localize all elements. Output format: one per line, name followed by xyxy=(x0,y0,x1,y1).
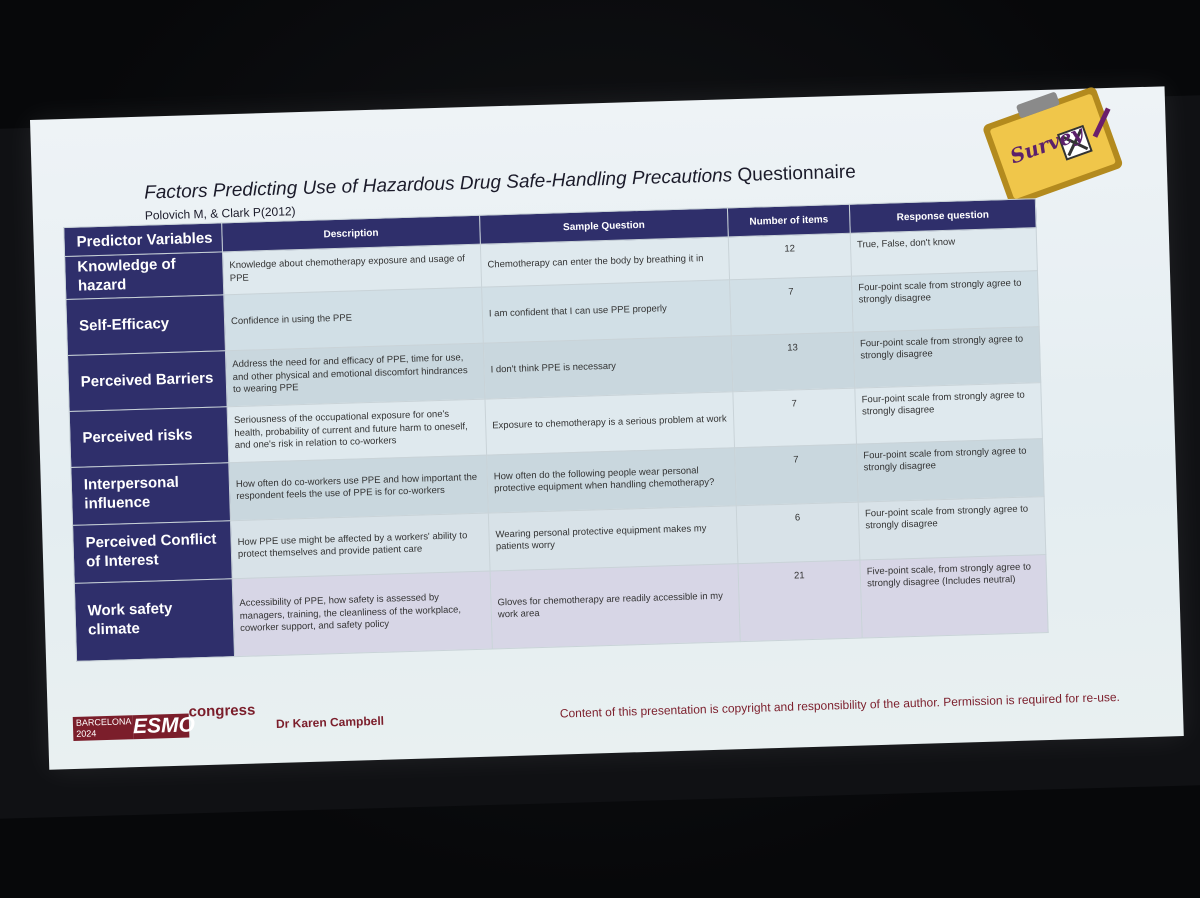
logo-city: BARCELONA xyxy=(75,716,132,728)
logo-brand: ESMO xyxy=(132,713,196,739)
row-item-count: 12 xyxy=(728,233,851,279)
predictor-variable: Knowledge of hazard xyxy=(65,252,224,299)
header-number-of-items: Number of items xyxy=(727,204,850,237)
row-description: How PPE use might be affected by a workers' ability to protect themselves and provide patient care xyxy=(230,513,490,579)
row-response: True, False, don't know xyxy=(850,228,1037,276)
row-response: Four-point scale from strongly agree to strongly disagree xyxy=(851,270,1039,331)
predictor-variable: Perceived Conflict of Interest xyxy=(73,520,233,583)
row-description: Seriousness of the occupational exposure for one's health, probability of current and future harm to oneself, and one's risk in relation to co-workers xyxy=(227,399,487,463)
row-sample-question: Wearing personal protective equipment makes my patients worry xyxy=(488,505,738,570)
header-sample-question: Sample Question xyxy=(480,208,729,244)
row-item-count: 6 xyxy=(736,502,860,564)
survey-clipboard-icon xyxy=(964,79,1137,204)
row-response: Four-point scale from strongly agree to strongly disagree xyxy=(853,326,1041,387)
predictor-variable: Work safety climate xyxy=(74,578,234,661)
esmo-congress-logo xyxy=(72,701,256,749)
row-sample-question: I am confident that I can use PPE properly xyxy=(482,279,732,342)
slide-title-rest: Questionnaire xyxy=(737,161,857,187)
predictor-variable: Self-Efficacy xyxy=(66,294,226,355)
survey-badge-label: Survey xyxy=(1006,120,1087,169)
presentation-slide xyxy=(30,86,1184,769)
predictor-variable: Perceived risks xyxy=(69,406,229,467)
logo-year: 2024 xyxy=(76,728,97,739)
row-item-count: 13 xyxy=(731,332,855,392)
slide-citation: Polovich M, & Clark P(2012) xyxy=(144,204,296,223)
presenter-name: Dr Karen Campbell xyxy=(275,713,385,731)
row-item-count: 7 xyxy=(735,444,859,506)
row-item-count: 21 xyxy=(738,560,862,642)
row-response: Four-point scale from strongly agree to strongly disagree xyxy=(858,496,1046,559)
row-response: Five-point scale, from strongly agree to strongly disagree (Includes neutral) xyxy=(860,554,1048,637)
row-description: How often do co-workers use PPE and how important the respondent feels the use of PPE is for co-workers xyxy=(229,455,489,521)
slide-title-main: Factors Predicting Use of Hazardous Drug Safe-Handling Precautions xyxy=(143,165,733,204)
copyright-notice: Content of this presentation is copyright and responsibility of the author. Permission is required for re-use. xyxy=(559,689,1121,721)
row-sample-question: How often do the following people wear personal protective equipment when handling chemotherapy? xyxy=(487,447,737,512)
row-description: Address the need for and efficacy of PPE, time for use, and other physical and emotional discomfort hindrances to wearing PPE xyxy=(225,343,485,407)
row-description: Accessibility of PPE, how safety is assessed by managers, training, the cleanliness of the workplace, coworker support, and safety policy xyxy=(232,571,492,657)
questionnaire-table xyxy=(63,198,1048,661)
row-item-count: 7 xyxy=(733,388,857,448)
slide-title xyxy=(144,162,856,205)
row-description: Knowledge about chemotherapy exposure and usage of PPE xyxy=(222,244,481,294)
row-response: Four-point scale from strongly agree to strongly disagree xyxy=(855,382,1043,443)
predictor-variable: Interpersonal influence xyxy=(71,462,231,525)
row-sample-question: Gloves for chemotherapy are readily accessible in my work area xyxy=(490,563,740,648)
header-description: Description xyxy=(222,215,481,252)
header-predictor: Predictor Variables xyxy=(64,223,223,257)
row-item-count: 7 xyxy=(730,276,854,336)
logo-congress: congress xyxy=(188,701,256,721)
row-response: Four-point scale from strongly agree to strongly disagree xyxy=(856,438,1044,501)
row-sample-question: Exposure to chemotherapy is a serious problem at work xyxy=(485,391,735,454)
row-sample-question: Chemotherapy can enter the body by breathing it in xyxy=(480,237,729,287)
predictor-variable: Perceived Barriers xyxy=(67,350,227,411)
row-sample-question: I don't think PPE is necessary xyxy=(483,335,733,398)
row-description: Confidence in using the PPE xyxy=(224,287,484,351)
header-response-question: Response question xyxy=(849,199,1036,234)
logo-city-block xyxy=(73,715,134,741)
